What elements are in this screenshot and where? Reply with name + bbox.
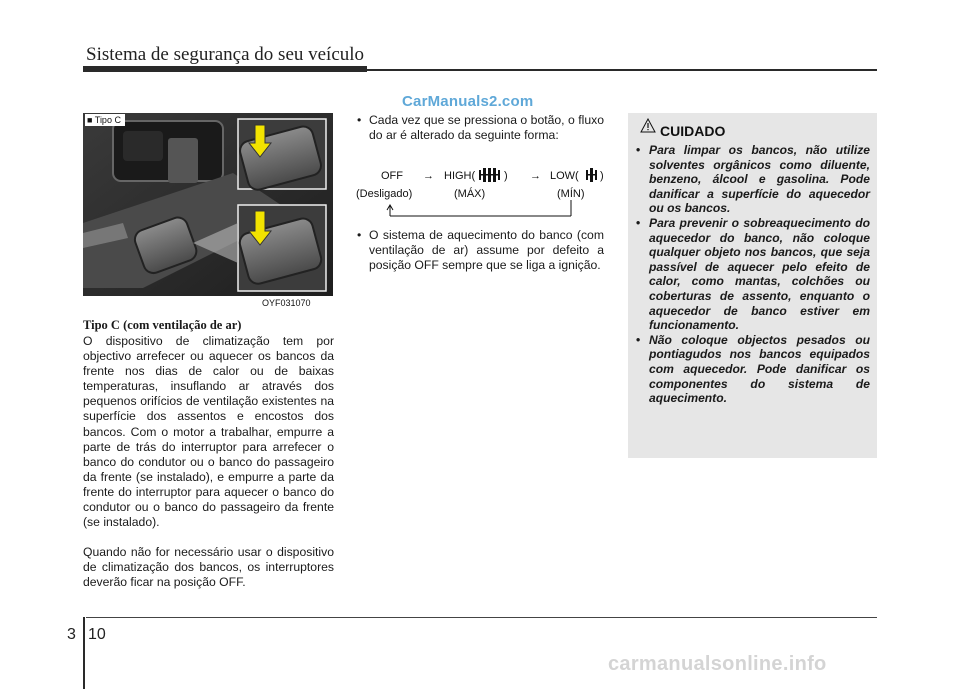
airflow-sequence-diagram (355, 168, 605, 220)
paren-close: ) (504, 170, 508, 182)
header-rule (83, 66, 367, 72)
bullet-item: • O sistema de aquecimento do banco (com ventilação de ar) assume por defeito a posição OFF sempre que se liga a ignição. (355, 228, 604, 273)
sequence-diagram-svg (355, 168, 605, 220)
bullet-list (355, 228, 604, 273)
return-path-line (387, 200, 571, 216)
mode-high-label: HIGH( (444, 170, 476, 182)
page-number: 10 (88, 626, 106, 643)
mode-low-sublabel: (MÍN) (557, 188, 585, 200)
bullet-item: • Cada vez que se pressiona o botão, o fluxo do ar é alterado da seguinte forma: (355, 113, 604, 143)
caution-item: • Para prevenir o sobreaquecimento do aquecedor do banco, não coloque qualquer objeto nos bancos, que seja passível de aquecer pelo efeito de calor, como mantas, colchões ou coberturas de assento, enquanto o aquecedor de banco estiver em funcionamento. (634, 216, 870, 333)
caution-item: • Para limpar os bancos, não utilize solventes orgânicos como diluente, benzeno, álcool e gasolina. Pode danificar a superfície do aquecedor ou os bancos. (634, 143, 870, 216)
watermark-bottom: carmanualsonline.info (608, 653, 827, 675)
sequence-arrow: → (530, 170, 541, 182)
page-header-title: Sistema de segurança do seu veículo (86, 44, 365, 65)
bullet-list (355, 113, 604, 143)
warning-triangle-icon (640, 118, 656, 134)
caution-list (634, 143, 870, 406)
paren-close: ) (600, 170, 604, 182)
fan-high-icon (479, 168, 500, 182)
footer-divider-horizontal (86, 617, 877, 618)
figure-code: OYF031070 (262, 298, 311, 308)
mode-high-sublabel: (MÁX) (454, 188, 486, 200)
seat-switch-photo (83, 113, 333, 296)
figure-type-tag: ■ Tipo C (85, 114, 125, 126)
mode-off-label: OFF (381, 170, 403, 182)
sequence-arrow: → (423, 170, 434, 182)
mode-off-sublabel: (Desligado) (356, 188, 413, 200)
watermark-top: CarManuals2.com (402, 93, 534, 110)
section-number: 3 (67, 626, 76, 643)
body-paragraph: Quando não for necessário usar o dispositivo de climatização dos bancos, os interruptores deverão ficar na posição OFF. (83, 545, 334, 590)
section-heading: Tipo C (com ventilação de ar) (83, 318, 242, 332)
fan-low-icon (586, 168, 597, 182)
caution-title: CUIDADO (660, 123, 726, 139)
caution-item: • Não coloque objectos pesados ou pontiagudos nos bancos equipados com aquecedor. Pode danificar os componentes do sistema de aquecimento. (634, 333, 870, 406)
mode-low-label: LOW( (550, 170, 579, 182)
body-paragraph: O dispositivo de climatização tem por objectivo arrefecer ou aquecer os bancos da frente nos dias de calor ou de baixas temperaturas, insuflando ar através dos pequenos orifícios de ventilação existentes na superfície dos assentos e encostos dos bancos. Com o motor a trabalhar, empurre a parte de trás do interruptor para arrefecer o banco do condutor ou o banco do passageiro da frente (se instalado), e empurre a parte da frente do interruptor para aquecer o banco do condutor ou o banco do passageiro da frente (se instalado). (83, 334, 334, 530)
footer-divider-vertical (83, 617, 85, 689)
console-illustration (83, 113, 333, 296)
header-rule-thin (367, 69, 877, 71)
